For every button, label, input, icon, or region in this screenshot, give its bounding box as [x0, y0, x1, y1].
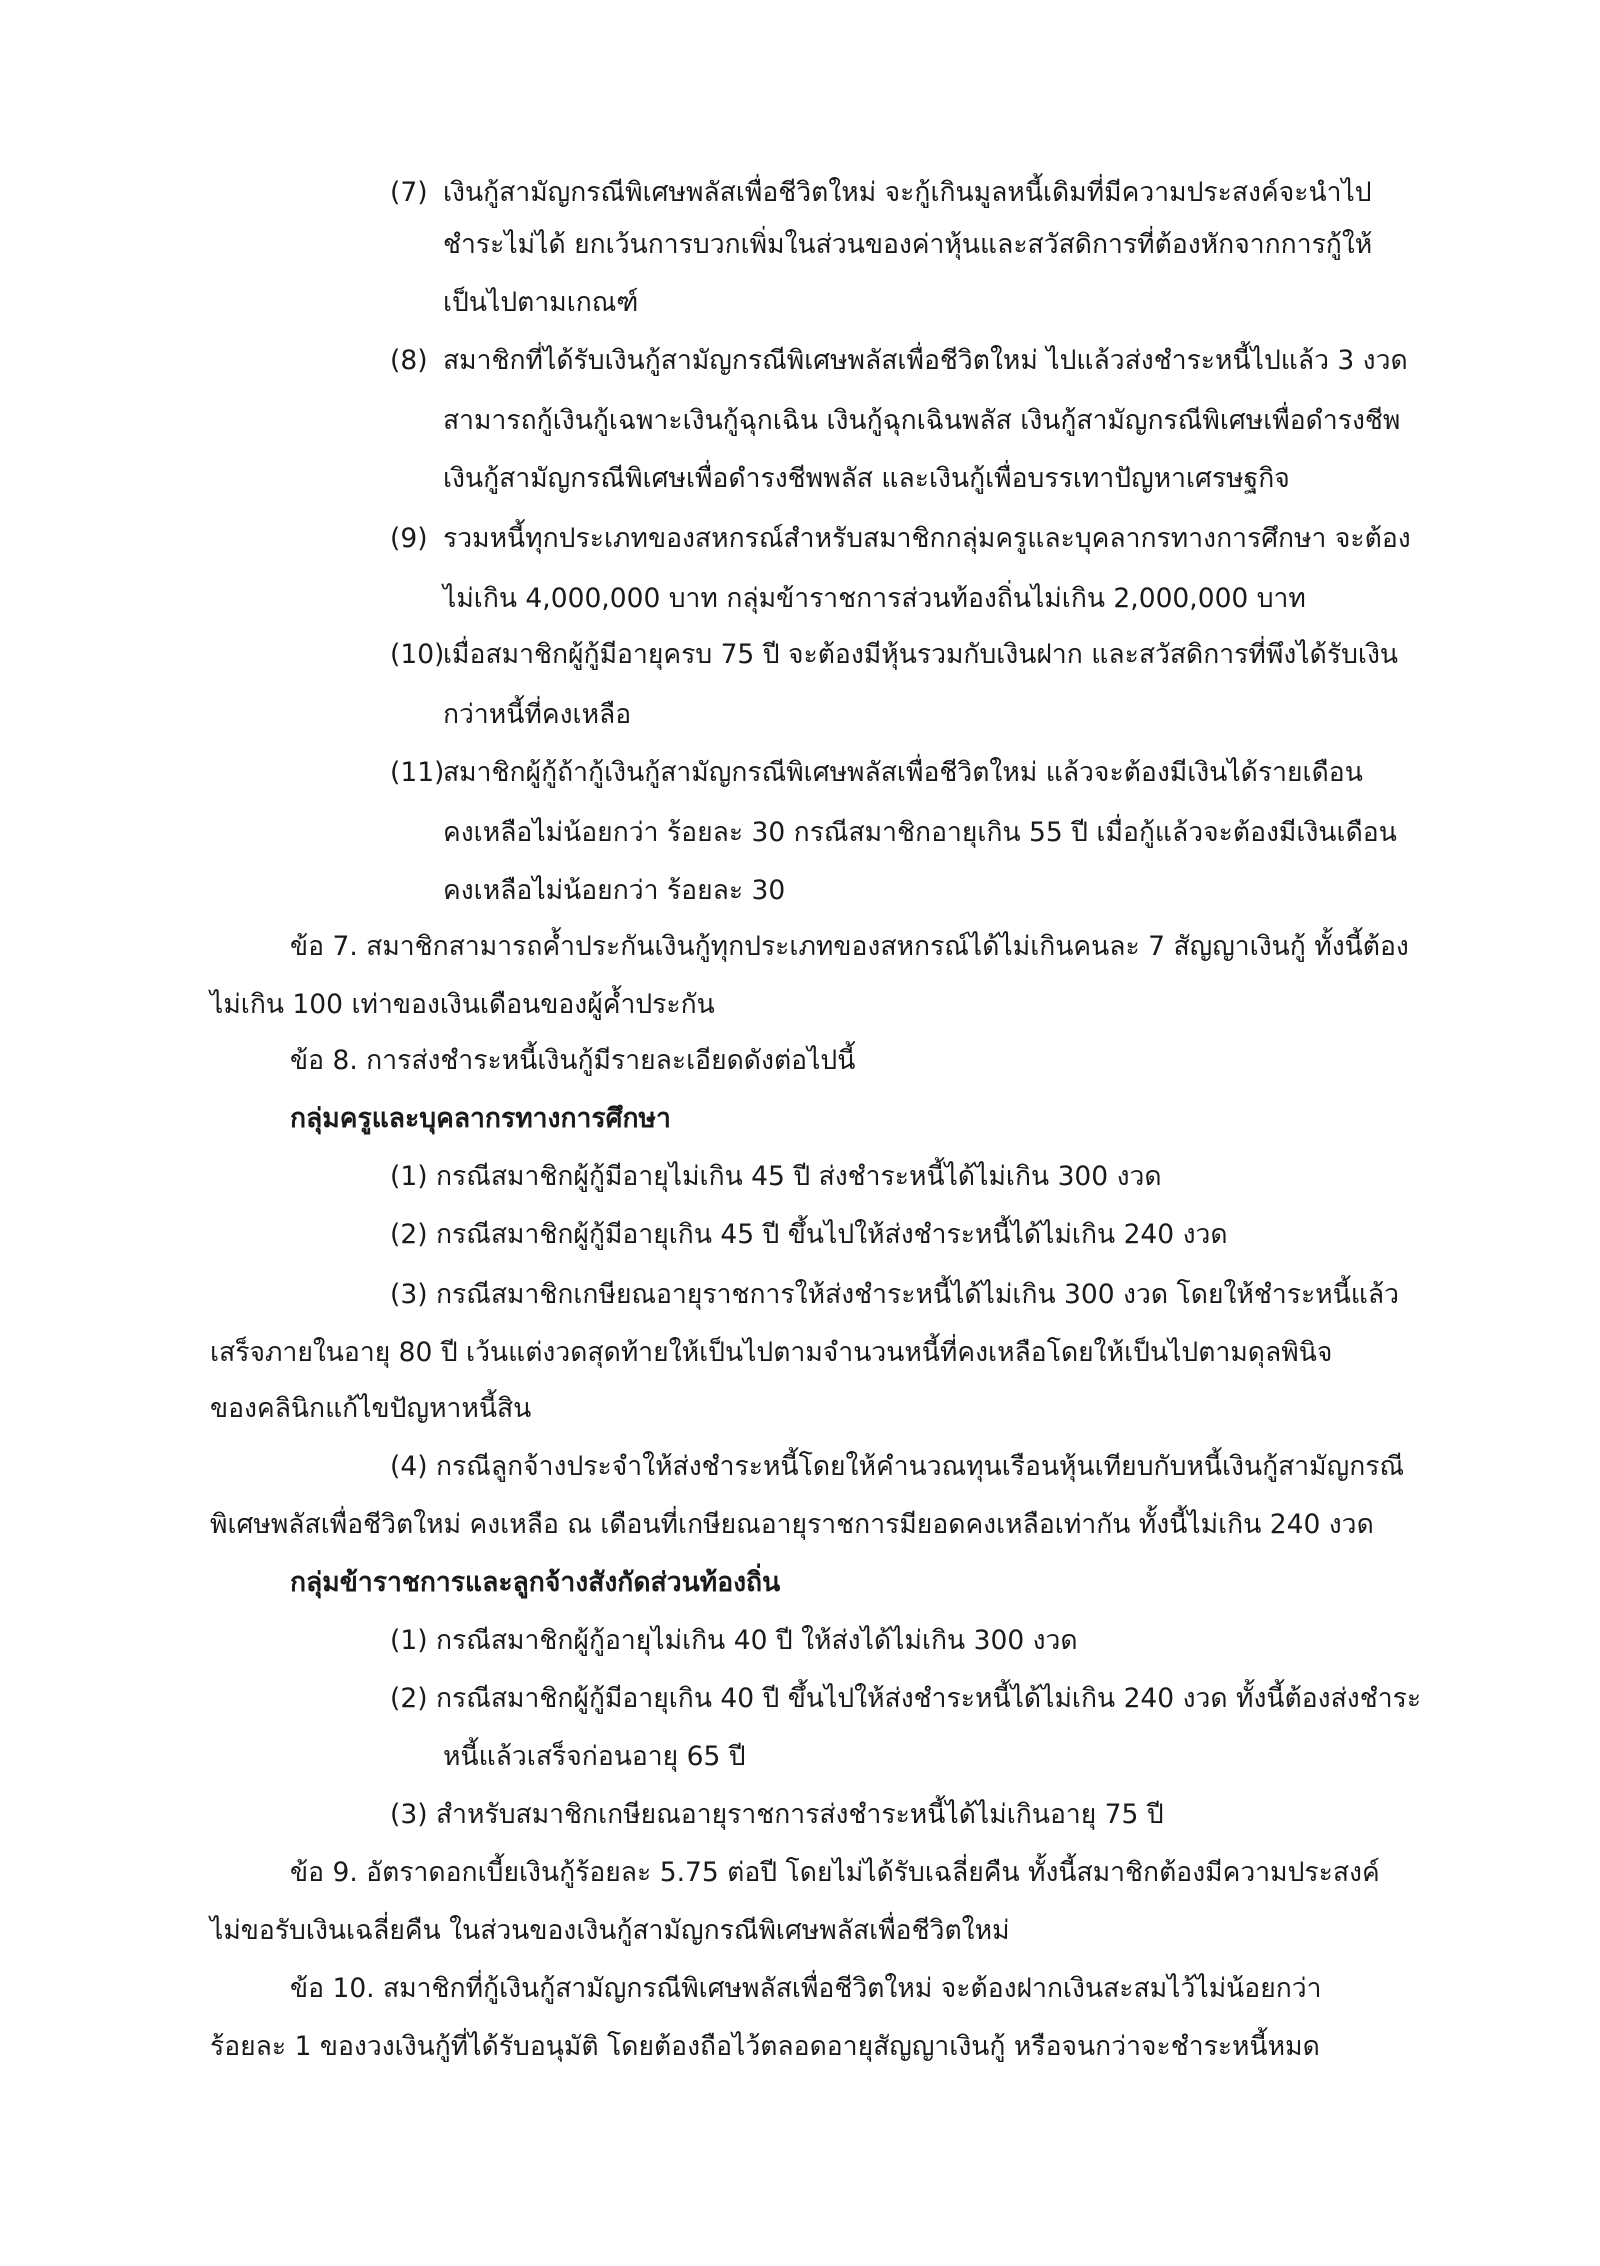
group-1-item-3-line-2: เสร็จภายในอายุ 80 ปี เว้นแต่งวดสุดท้ายให้เป็นไปตามจำนวนหนี้ที่คงเหลือโดยให้เป็นไปตามดุลพินิจ	[210, 1337, 1333, 1368]
clause-7-line-2: ไม่เกิน 100 เท่าของเงินเดือนของผู้ค้ำประกัน	[210, 989, 715, 1020]
item-11-number: (11)	[390, 757, 445, 788]
item-11-line-3: คงเหลือไม่น้อยกว่า ร้อยละ 30	[443, 875, 786, 906]
group-1-item-4-line-2: พิเศษพลัสเพื่อชีวิตใหม่ คงเหลือ ณ เดือนที่เกษียณอายุราชการมียอดคงเหลือเท่ากัน ทั้งนี้ไม่เกิน 240 งวด	[210, 1509, 1374, 1540]
group-2-heading: กลุ่มข้าราชการและลูกจ้างสังกัดส่วนท้องถิ่น	[290, 1567, 781, 1598]
item-10-number: (10)	[390, 639, 445, 670]
group-1-item-1: (1) กรณีสมาชิกผู้กู้มีอายุไม่เกิน 45 ปี ส่งชำระหนี้ได้ไม่เกิน 300 งวด	[390, 1161, 1162, 1192]
clause-9-line-1: ข้อ 9. อัตราดอกเบี้ยเงินกู้ร้อยละ 5.75 ต่อปี โดยไม่ได้รับเฉลี่ยคืน ทั้งนี้สมาชิกต้องมีความประสงค์	[290, 1857, 1380, 1888]
item-9-line-1: รวมหนี้ทุกประเภทของสหกรณ์สำหรับสมาชิกกลุ่มครูและบุคลากรทางการศึกษา จะต้อง	[443, 523, 1411, 554]
group-2-item-3: (3) สำหรับสมาชิกเกษียณอายุราชการส่งชำระหนี้ได้ไม่เกินอายุ 75 ปี	[390, 1799, 1164, 1830]
group-1-item-3-line-3: ของคลินิกแก้ไขปัญหาหนี้สิน	[210, 1393, 532, 1424]
item-7-line-2: ชำระไม่ได้ ยกเว้นการบวกเพิ่มในส่วนของค่าหุ้นและสวัสดิการที่ต้องหักจากการกู้ให้	[443, 229, 1373, 260]
group-1-item-2: (2) กรณีสมาชิกผู้กู้มีอายุเกิน 45 ปี ขึ้นไปให้ส่งชำระหนี้ได้ไม่เกิน 240 งวด	[390, 1219, 1228, 1250]
group-1-item-3-line-1: (3) กรณีสมาชิกเกษียณอายุราชการให้ส่งชำระหนี้ได้ไม่เกิน 300 งวด โดยให้ชำระหนี้แล้ว	[390, 1279, 1400, 1310]
clause-10-line-1: ข้อ 10. สมาชิกที่กู้เงินกู้สามัญกรณีพิเศษพลัสเพื่อชีวิตใหม่ จะต้องฝากเงินสะสมไว้ไม่น้อยกว่า	[290, 1973, 1322, 2004]
group-2-item-2-line-2: หนี้แล้วเสร็จก่อนอายุ 65 ปี	[443, 1741, 746, 1772]
clause-7-line-1: ข้อ 7. สมาชิกสามารถค้ำประกันเงินกู้ทุกประเภทของสหกรณ์ได้ไม่เกินคนละ 7 สัญญาเงินกู้ ทั้งนี้ต้อง	[290, 931, 1409, 962]
clause-9-line-2: ไม่ขอรับเงินเฉลี่ยคืน ในส่วนของเงินกู้สามัญกรณีพิเศษพลัสเพื่อชีวิตใหม่	[210, 1915, 1010, 1946]
group-1-item-4-line-1: (4) กรณีลูกจ้างประจำให้ส่งชำระหนี้โดยให้คำนวณทุนเรือนหุ้นเทียบกับหนี้เงินกู้สามัญกรณี	[390, 1451, 1405, 1482]
item-11-line-1: สมาชิกผู้กู้ถ้ากู้เงินกู้สามัญกรณีพิเศษพลัสเพื่อชีวิตใหม่ แล้วจะต้องมีเงินได้รายเดือน	[443, 757, 1363, 788]
item-7-line-3: เป็นไปตามเกณฑ์	[443, 287, 639, 318]
item-10-line-1: เมื่อสมาชิกผู้กู้มีอายุครบ 75 ปี จะต้องมีหุ้นรวมกับเงินฝาก และสวัสดิการที่พึงได้รับเงิน	[443, 639, 1398, 670]
item-7-line-1: เงินกู้สามัญกรณีพิเศษพลัสเพื่อชีวิตใหม่ จะกู้เกินมูลหนี้เดิมที่มีความประสงค์จะนำไป	[443, 177, 1372, 208]
item-8-line-1: สมาชิกที่ได้รับเงินกู้สามัญกรณีพิเศษพลัสเพื่อชีวิตใหม่ ไปแล้วส่งชำระหนี้ไปแล้ว 3 งวด	[443, 345, 1408, 376]
item-7-number: (7)	[390, 177, 428, 208]
item-10-line-2: กว่าหนี้ที่คงเหลือ	[443, 699, 632, 730]
group-1-heading: กลุ่มครูและบุคลากรทางการศึกษา	[290, 1103, 671, 1134]
group-2-item-1: (1) กรณีสมาชิกผู้กู้อายุไม่เกิน 40 ปี ให้ส่งได้ไม่เกิน 300 งวด	[390, 1625, 1078, 1656]
item-9-line-2: ไม่เกิน 4,000,000 บาท กลุ่มข้าราชการส่วนท้องถิ่นไม่เกิน 2,000,000 บาท	[443, 583, 1306, 614]
clause-10-line-2: ร้อยละ 1 ของวงเงินกู้ที่ได้รับอนุมัติ โดยต้องถือไว้ตลอดอายุสัญญาเงินกู้ หรือจนกว่าจะชำระหนี้หมด	[210, 2031, 1320, 2062]
clause-8: ข้อ 8. การส่งชำระหนี้เงินกู้มีรายละเอียดดังต่อไปนี้	[290, 1045, 856, 1076]
item-9-number: (9)	[390, 523, 428, 554]
item-8-line-3: เงินกู้สามัญกรณีพิเศษเพื่อดำรงชีพพลัส และเงินกู้เพื่อบรรเทาปัญหาเศรษฐกิจ	[443, 463, 1290, 494]
item-11-line-2: คงเหลือไม่น้อยกว่า ร้อยละ 30 กรณีสมาชิกอายุเกิน 55 ปี เมื่อกู้แล้วจะต้องมีเงินเดือน	[443, 817, 1397, 848]
item-8-number: (8)	[390, 345, 428, 376]
item-8-line-2: สามารถกู้เงินกู้เฉพาะเงินกู้ฉุกเฉิน เงินกู้ฉุกเฉินพลัส เงินกู้สามัญกรณีพิเศษเพื่อดำรงชีพ	[443, 405, 1401, 436]
group-2-item-2-line-1: (2) กรณีสมาชิกผู้กู้มีอายุเกิน 40 ปี ขึ้นไปให้ส่งชำระหนี้ได้ไม่เกิน 240 งวด ทั้งนี้ต้องส่งชำระ	[390, 1683, 1422, 1714]
